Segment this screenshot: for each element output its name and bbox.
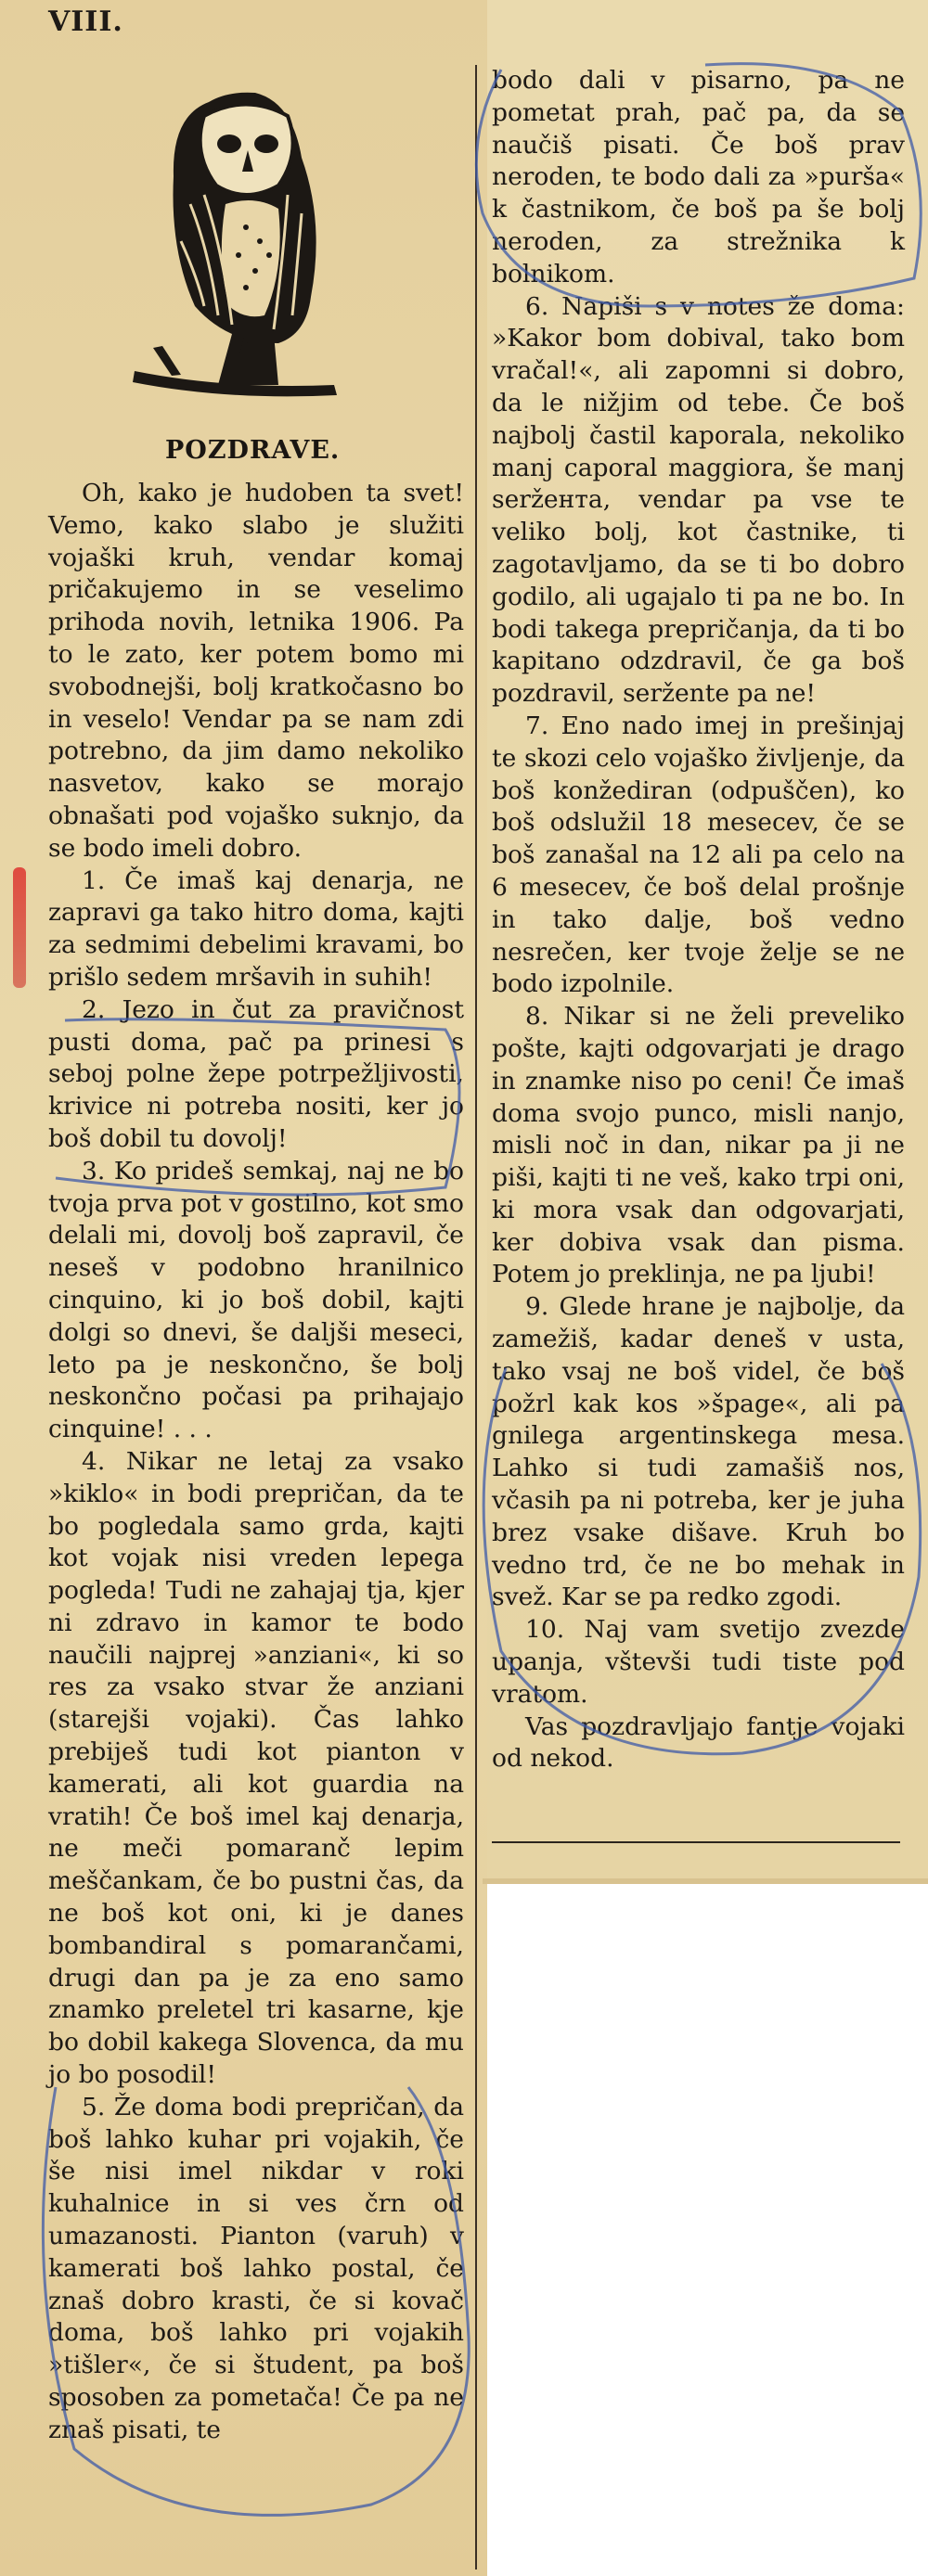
- red-highlight-mark: [13, 867, 26, 988]
- advice-paragraph-9: 9. Glede hrane je najbolje, da zamežiš, kadar deneš v usta, tako vsaj ne boš videl, če boš požrl kak kos »špage«, ali pa gnilega argentinskega mesa. Lahko si tudi zamašiš nos, včasih pa ni potreba, ker je juha brez vsake dišave. Kruh bo vedno trd, če ne bo mehak in svež. Kar se pa redko zgodi.: [492, 1292, 905, 1612]
- continued-paragraph: bodo dali v pisarno, pa ne pometat prah, pač pa, da se naučiš pisati. Če boš prav neroden, te bodo dali za »purša« k častnikom, če boš pa še bolj neroden, za strežnika k bolnikom.: [492, 66, 905, 288]
- signature: Vas pozdravljajo fantje vojaki od nekod.: [492, 1711, 905, 1774]
- intro-paragraph: Oh, kako je hudoben ta svet! Vemo, kako slabo je služiti vojaški kruh, vendar komaj pričakujemo in se veselimo prihoda novih, letnika 1906. Pa to le zato, ker potem bomo mi svobodnejši, bolj kratkočasno bo in veselo! Vendar pa se nam zdi potrebno, da jim damo nekoliko nasvetov, kako se morajo obnašati pod vojaško suknjo, da se bodo imeli dobro.: [48, 479, 464, 863]
- owl-illustration: [116, 65, 343, 417]
- column-divider: [475, 65, 477, 2570]
- end-rule: [492, 1841, 900, 1843]
- blank-paper-area: [487, 1883, 928, 2576]
- advice-paragraph-8: 8. Nikar si ne želi preveliko pošte, kajti odgovarjati je drago in znamke niso po ceni! Če imaš doma svojo punco, misli nanjo, misli noč in dan, nikar pa ji ne piši, kajti ti ne veš, kako trpi oni, ki mora vsak dan odgovarjati, ker dobiva vsak dan pisma. Potem jo preklinja, ne pa ljubi!: [492, 1002, 905, 1289]
- advice-paragraph-5: 5. Že doma bodi prepričan, da boš lahko kuhar pri vojakih, če še nisi imel nikdar v roki kuhalnice in si ves črn od umazanosti. Pianton (varuh) v kamerati boš lahko postal, če znaš dobro krasti, če si kovač doma, boš lahko pri vojakih »tišler«, če si študent, pa boš sposoben za pometača! Če pa ne znaš pisati, te: [48, 2092, 464, 2444]
- advice-paragraph-4: 4. Nikar ne letaj za vsako »kiklo« in bodi prepričan, da te bo pogledala samo grda, kajti kot vojak nisi vreden lepega pogleda! Tudi ne zahajaj tja, kjer ni zdravo in kamor te bodo naučili najprej »anziani«, ki so res za vsako stvar že anziani (starejši vojaki). Čas lahko prebiješ tudi kot pianton v kamerati, ali kot guardia na vratih! Če boš imel kaj denarja, ne meči pomaranč lepim meščankam, če bo pustni čas, da ne boš kot oni, ki je danes bombandiral s pomarančami, drugi dan pa je za eno samo znamko preletel tri kasarne, kje bo dobil kakega Slovenca, da mu jo bo posodil!: [48, 1446, 464, 2090]
- right-text-column: [492, 65, 905, 1775]
- advice-paragraph-10: 10. Naj vam svetijo zvezde upanja, vštevši tudi tiste pod vratom.: [492, 1615, 905, 1709]
- clipping-edge: [483, 1878, 928, 1884]
- page-number: VIII.: [48, 6, 123, 38]
- left-text-column: [48, 478, 464, 2447]
- advice-paragraph-2: 2. Jezo in čut za pravičnost pusti doma, pač pa prinesi s seboj polne žepe potrpežljivosti, krivice ni potreba nositi, ker jo boš dobil tu dovolj!: [48, 994, 464, 1153]
- article-title: POZDRAVE.: [165, 436, 341, 465]
- advice-paragraph-6: 6. Napiši s v notes že doma: »Kakor bom dobival, tako bom vračal!«, ali zapomni si dobro, da le nižjim od tebe. Če boš najbolj častil kaporala, nekoliko manj caporal maggiora, še manj seržента, vendar pa vse te veliko bolj, kot častnike, ti zagotavljamo, da se ti bo dobro godilo, ali ugajalo ti pa ne bo. In bodi takega prepričanja, da ti bo kapitano odzdravil, če ga boš pozdravil, seržente pa ne!: [492, 291, 905, 709]
- advice-paragraph-7: 7. Eno nado imej in prešinjaj te skozi celo vojaško življenje, da boš konžediran (odpuščen), ko boš odslužil 18 mesecev, če se boš zanašal na 12 ali pa celo na 6 mesecev, če boš delal prošnje in tako dalje, boš vedno nesrečen, ker tvoje želje se ne bodo izpolnile.: [492, 711, 905, 999]
- advice-paragraph-3: 3. Ko prideš semkaj, naj ne bo tvoja prva pot v gostilno, kot smo delali mi, dovolj boš zapravil, če neseš v podobno hranilnico cinquino, ki jo boš dobil, kajti dolgi so dnevi, še daljši meseci, leto pa je neskončno, še bolj neskončno počasi pa prihajajo cinquine! . . .: [48, 1156, 464, 1444]
- advice-paragraph-1: 1. Če imaš kaj denarja, ne zapravi ga tako hitro doma, kajti za sedmimi debelimi kravami, bo prišlo sedem mršavih in suhih!: [48, 865, 464, 992]
